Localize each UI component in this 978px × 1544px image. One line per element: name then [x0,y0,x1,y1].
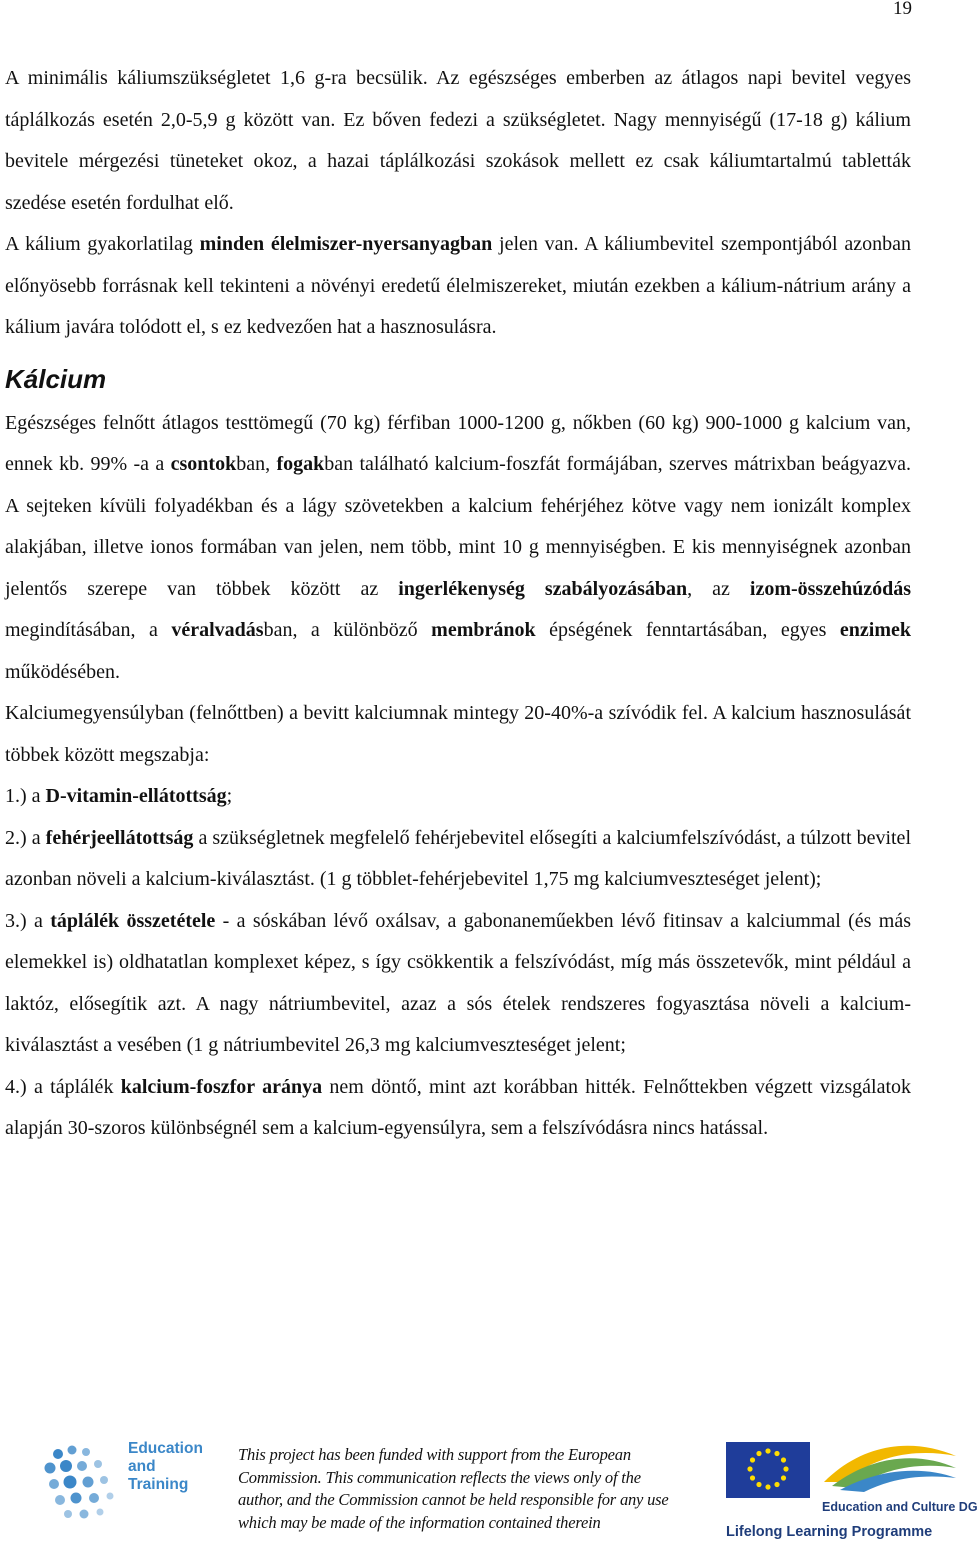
emphasis: izom-összehúzódás [749,577,911,600]
paragraph-potassium-sources: A kálium gyakorlatilag minden élelmiszer-nyersanyagban jelen van. A káliumbevitel szempontjából azonban előnyösebb forrásnak kell tekinteni a növényi eredetű élelmiszereket, miután ezekben a kálium-nátrium arány a kálium javára tolódott el, s ez kedvezően hat a hasznosulásra. [5,233,911,338]
lifelong-learning-logo [724,1438,978,1540]
list-item-1: 1.) a D-vitamin-ellátottság; [5,785,233,807]
education-training-logo-text: Education and Training [128,1440,203,1493]
list-item-3: 3.) a táplálék összetétele - a sóskában lévő oxálsav, a gabonaneműekben lévő fitinsav a kalciummal (és más elemekkel is) oldhatatlan komplexet képez, s így csökkentik a felszívódást, míg más összetevők, mint például a laktóz, elősegítik azt. A nagy nátriumbevitel, azaz a sós ételek rendszeres fogyasztása növeli a kalcium-kiválasztást a vesében (1 g nátriumbevitel 26,3 mg kalciumveszteséget jelent; [5,909,911,1056]
page-number: 19 [893,0,912,19]
page-footer [0,1432,978,1544]
paragraph-calcium-body: Egészséges felnőtt átlagos testtömegű (70 kg) férfiban 1000-1200 g, nőkben (60 kg) 900-1000 g kalcium van, ennek kb. 99% -a a csontokban, fogakban található kalcium-foszfát formájában, szerves mátrixban beágyazva. A sejteken kívüli folyadékban és a lágy szövetekben a kalcium fehérjéhez kötve vagy nem ionizált komplex alakjában, illetve ionos formában van jelen, nem több, mint 10 g mennyiségben. E kis mennyiségnek azonban jelentős szerepe van többek között az ingerlékenység szabályozásában, az izom-összehúzódás megindításában, a véralvadásban, a különböző membránok épségének fenntartásában, egyes enzimek működésében. [5,411,912,683]
emphasis: ingerlékenység szabályozásában [398,577,688,600]
emphasis: fehérjeellátottság [45,826,194,849]
emphasis: enzimek [839,619,912,641]
document-body [5,58,911,1150]
eu-flag-icon [724,1438,960,1502]
list-item-4: 4.) a táplálék kalcium-foszfor aránya nem döntő, mint azt korábban hitték. Felnőttekben végzett vizsgálatok alapján 30-szoros különbségnél sem a kalcium-egyensúlyra, sem a felszívódásra nincs hatással. [5,1075,911,1139]
emphasis: véralvadás [171,619,264,641]
paragraph-potassium-intake: A minimális káliumszükségletet 1,6 g-ra becsülik. Az egészséges emberben az átlagos napi bevitel vegyes táplálkozás esetén 2,0-5,9 g között van. Ez bőven fedezi a szükségletet. Nagy mennyiségű (17-18 g) kálium bevitele mérgezési tüneteket okoz, a hazai táplálkozási szokások mellett ez csak káliumtartalmú tabletták szedése esetén fordulhat elő. [5,67,911,214]
list-item-2: 2.) a fehérjeellátottság a szükségletnek megfelelő fehérjebevitel elősegíti a kalciumfelszívódást, a túlzott bevitel azonban növeli a kalcium-kiválasztást. (1 g többlet-fehérjebevitel 1,75 mg kalciumveszteséget jelent); [5,826,911,890]
emphasis: csontok [170,453,237,475]
emphasis: kalcium-foszfor aránya [120,1075,323,1098]
paragraph-absorption: Kalciumegyensúlyban (felnőttben) a bevitt kalciumnak mintegy 20-40%-a szívódik fel. A kalcium hasznosulását többek között megszabja: [5,702,911,766]
emphasis: D-vitamin-ellátottság [45,785,227,807]
funding-disclaimer: This project has been funded with support from the European Commission. This communication reflects the views only of the author, and the Commission cannot be held responsible for any use which may be made of the information contained therein [238,1445,669,1532]
section-heading-calcium: Kálcium [5,363,107,394]
emphasis: táplálék összetétele [50,909,216,932]
education-culture-dg-label: Education and Culture DG [822,1500,978,1514]
emphasis: minden élelmiszer-nyersanyagban [199,233,493,255]
education-training-logo [38,1440,208,1530]
lifelong-learning-label: Lifelong Learning Programme [726,1524,933,1540]
emphasis: fogak [276,453,325,475]
education-training-logo-mark [38,1440,124,1526]
emphasis: membránok [431,619,536,641]
